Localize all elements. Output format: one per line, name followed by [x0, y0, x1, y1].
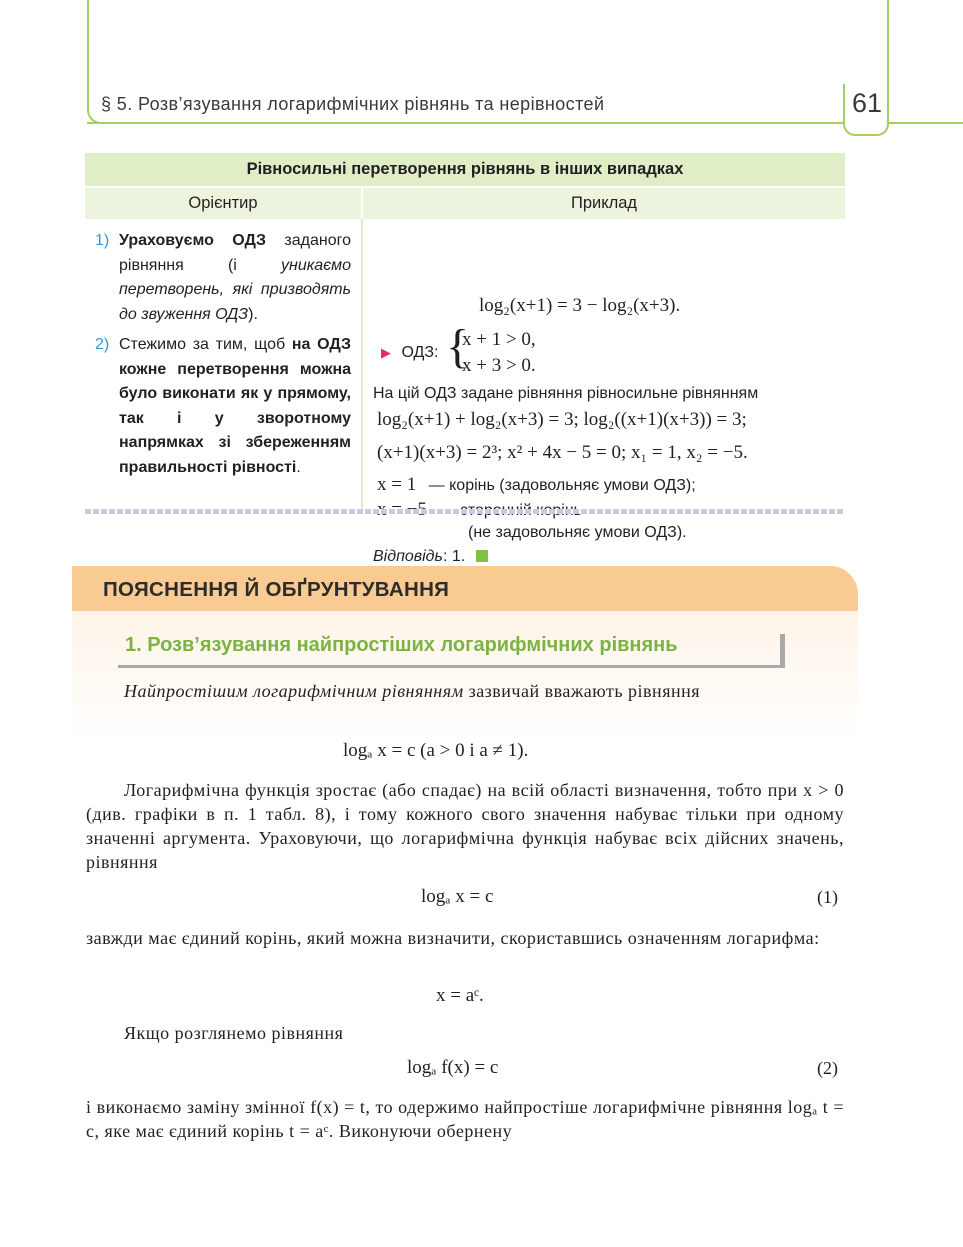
- example-equation-line-1: log₂(x+1) + log₂(x+3) = 3; log₂((x+1)(x+3)) = 3;: [377, 409, 747, 430]
- page-frame-rule: [889, 122, 963, 124]
- definition-term: Найпростішим логарифмічним рівнянням: [124, 681, 464, 701]
- root-2-note: (не задовольняє умови ОДЗ).: [468, 524, 687, 541]
- table-col-guide: Орієнтир: [85, 188, 363, 219]
- paragraph-1: [86, 679, 844, 703]
- guide-text: Стежимо за тим, щоб: [119, 336, 292, 353]
- equation-1: logₐ x = c: [421, 886, 494, 907]
- guide-text: .: [296, 458, 301, 476]
- table-col-example: Приклад: [570, 194, 638, 212]
- example-equation-line-2: (x+1)(x+3) = 2³; x² + 4x − 5 = 0; x₁ = 1, x₂ = −5.: [377, 442, 748, 463]
- example-text: На цій ОДЗ задане рівняння рівносильне рівнянням: [373, 385, 759, 402]
- guide-column: [95, 229, 351, 486]
- odz-condition-1: x + 1 > 0,: [462, 329, 536, 350]
- paragraph-text: зазвичай вважають рівняння: [463, 681, 701, 701]
- table-column-divider: [361, 219, 363, 511]
- equivalence-table: [85, 153, 845, 565]
- table-header-row: [85, 186, 845, 219]
- brace-icon: {: [446, 320, 470, 373]
- paragraph-4: Якщо розглянемо рівняння: [124, 1023, 344, 1043]
- section-background: [72, 611, 858, 741]
- guide-italic: уникаємо перетворень, які призводять до звуження ОДЗ: [119, 256, 351, 323]
- answer-label: Відповідь: [373, 548, 443, 565]
- guide-text: ).: [248, 305, 258, 323]
- page-frame-corner: [87, 100, 101, 124]
- page-number: 61: [852, 88, 883, 118]
- root-1: [377, 474, 696, 496]
- page-frame-bottom: [87, 122, 887, 124]
- section-title: ПОЯСНЕННЯ Й ОБҐРУНТУВАННЯ: [103, 578, 450, 601]
- equation-root: x = aᶜ.: [436, 985, 484, 1006]
- guide-bold: Ураховуємо ОДЗ: [119, 232, 267, 249]
- arrow-right-icon: ▶: [381, 345, 391, 360]
- running-header: § 5. Розв’язування логарифмічних рівнянь та нерівностей: [101, 94, 605, 114]
- subsection-rule-bottom: [118, 665, 785, 668]
- table-body: [85, 219, 845, 565]
- root-1-eq: x = 1: [377, 474, 417, 495]
- end-of-solution-icon: [476, 550, 488, 562]
- guide-text: заданого рівняння (і: [119, 232, 351, 274]
- equation-1-number: (1): [817, 887, 838, 907]
- equation-2-number: (2): [817, 1058, 838, 1078]
- paragraph-2: Логарифмічна функція зростає (або спадає) на всій області визначення, тобто при x > 0 (див. графіки в п. 1 табл. 8), і тому кожного свого значення набуває тільки при одному значенні аргумента. Ураховуючи, що логарифмічна функція набуває всіх дійсних значень, рівняння: [86, 780, 844, 872]
- answer-value: : 1.: [442, 548, 466, 565]
- guide-item-2: [95, 333, 351, 480]
- odz-label: ОДЗ:: [401, 344, 439, 361]
- root-1-text: — корінь (задовольняє умови ОДЗ);: [428, 477, 696, 494]
- table-bottom-border: [85, 509, 845, 514]
- paragraph-5: і виконаємо заміну змінної f(x) = t, то одержимо найпростіше логарифмічне рівняння logₐ t = c, яке має єдиний корінь t = aᶜ. Виконуючи обернену: [86, 1097, 844, 1141]
- page-frame-left: [87, 0, 89, 108]
- subsection-title: 1. Розв’язування найпростіших логарифмічних рівнянь: [125, 634, 678, 656]
- guide-bold: на ОДЗ кожне перетворення можна було виконати як у прямому, так і у зворотному напрямках зі збереженням правильності рівності: [119, 336, 351, 476]
- guide-item-1: [95, 229, 351, 327]
- item-number: 2): [95, 336, 110, 353]
- odz-condition-2: x + 3 > 0.: [462, 355, 536, 376]
- table-title: Рівносильні перетворення рівнянь в інших випадках: [85, 153, 845, 186]
- equation-definition: logₐ x = c (a > 0 і a ≠ 1).: [343, 740, 529, 761]
- item-number: 1): [95, 232, 110, 249]
- odz-marker: [381, 344, 439, 362]
- equation-2: logₐ f(x) = c: [407, 1057, 499, 1078]
- answer: [373, 548, 488, 566]
- example-equation: log₂(x+1) = 3 − log₂(x+3).: [479, 295, 681, 316]
- paragraph-3: завжди має єдиний корінь, який можна визначити, скориставшись означенням логарифма:: [86, 928, 820, 948]
- subsection-rule-right: [780, 634, 785, 668]
